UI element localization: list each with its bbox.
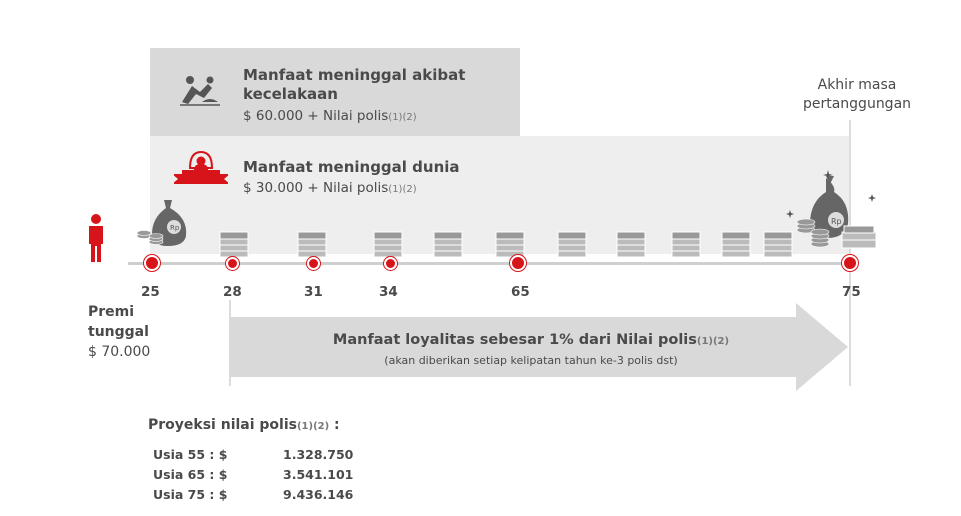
timeline-dot-28 (226, 257, 239, 270)
premium-amount: $ 70.000 (88, 344, 151, 360)
death-benefit-amount: $ 30.000 + Nilai polis(1)(2) (243, 180, 417, 196)
age-label-65: 65 (511, 284, 530, 300)
money-stack-icon (720, 226, 752, 264)
projection-row-value: 9.436.146 (283, 487, 354, 502)
projection-row-label: Usia 55 : $ (153, 447, 228, 462)
timeline-dot-31 (307, 257, 320, 270)
loyalty-arrow (230, 303, 850, 395)
timeline-dot-65 (510, 255, 526, 271)
money-stack-icon (556, 226, 588, 264)
person-icon (86, 214, 106, 268)
end-of-coverage-label: Akhir masa pertanggungan (802, 77, 912, 112)
coffin-icon (172, 148, 230, 194)
money-stack-icon (432, 226, 464, 264)
timeline-dot-34 (384, 257, 397, 270)
projection-row-label: Usia 65 : $ (153, 467, 228, 482)
accident-icon (178, 72, 222, 112)
loyalty-benefit-text: Manfaat loyalitas sebesar 1% dari Nilai polis(1)(2) (332, 332, 730, 348)
age-label-34: 34 (379, 284, 398, 300)
svg-text:Rp: Rp (170, 224, 180, 232)
age-label-75: 75 (842, 284, 861, 300)
accident-benefit-title: Manfaat meninggal akibat kecelakaan (243, 66, 466, 103)
timeline-dot-25 (144, 255, 160, 271)
projection-row-value: 3.541.101 (283, 467, 354, 482)
svg-text:Rp: Rp (831, 217, 842, 226)
age-label-31: 31 (304, 284, 323, 300)
age-label-25: 25 (141, 284, 160, 300)
projection-title: Proyeksi nilai polis(1)(2) : (148, 417, 340, 433)
projection-row-value: 1.328.750 (283, 447, 354, 462)
projection-row-label: Usia 75 : $ (153, 487, 228, 502)
money-bag-coins-icon (132, 196, 192, 256)
loyalty-benefit-subtext: (akan diberikan setiap kelipatan tahun ke-3 polis dst) (384, 354, 678, 367)
timeline-dot-75 (842, 255, 858, 271)
money-stack-icon (670, 226, 702, 264)
age-label-28: 28 (223, 284, 242, 300)
death-benefit-title: Manfaat meninggal dunia (243, 158, 460, 176)
money-stack-icon (615, 226, 647, 264)
money-bag-treasure-icon (784, 168, 880, 262)
premium-label: Premi tunggal (88, 304, 149, 340)
accident-benefit-amount: $ 60.000 + Nilai polis(1)(2) (243, 108, 417, 124)
